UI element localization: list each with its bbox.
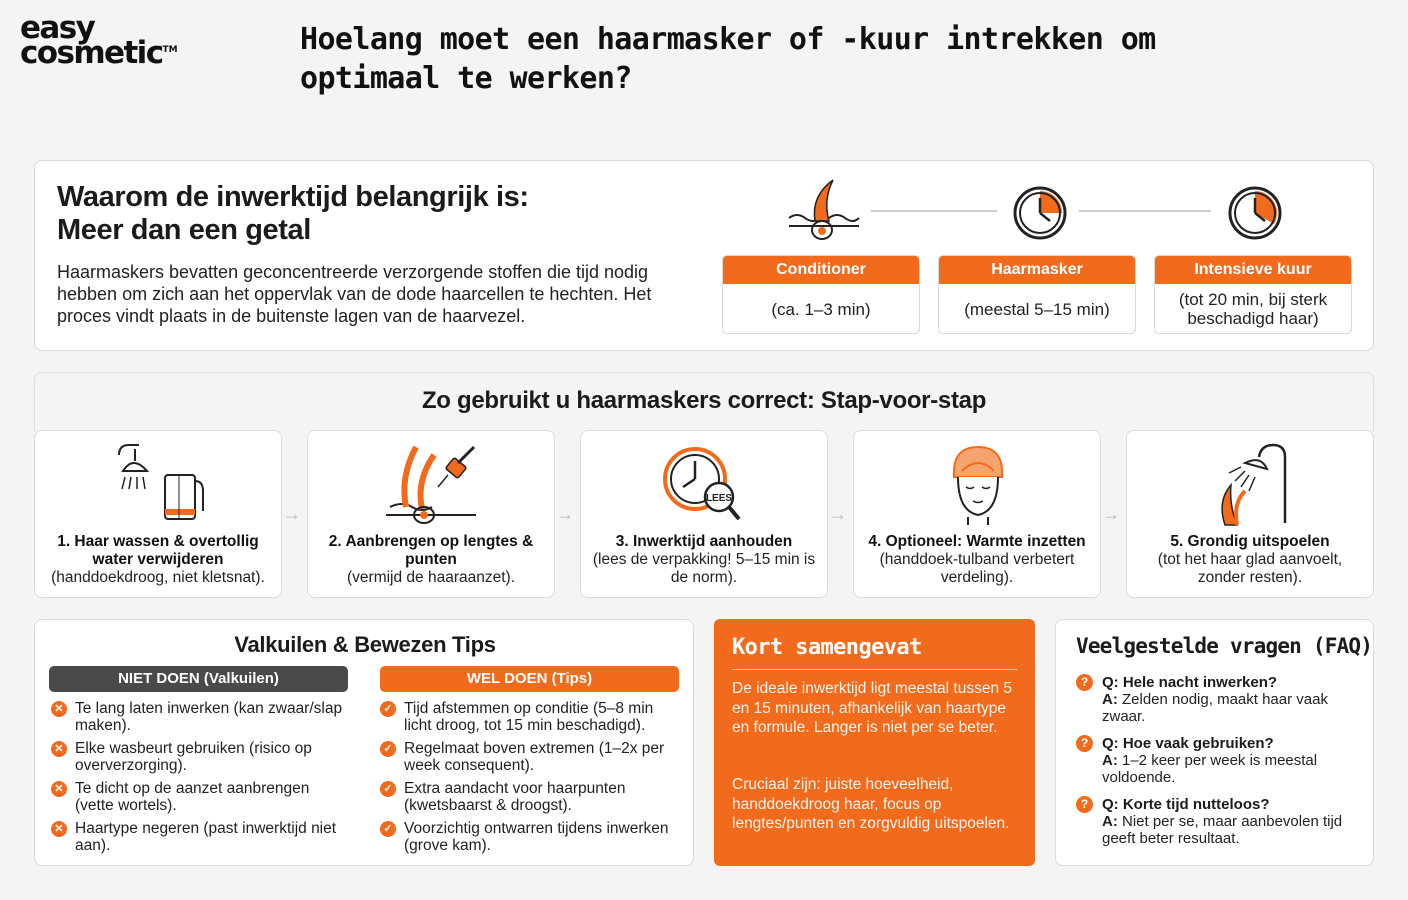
faq-answer-prefix: A: [1102, 752, 1118, 769]
list-item [51, 740, 351, 774]
faq-answer-text: 1–2 keer per week is meestal voldoende. [1102, 752, 1318, 786]
step-card-4 [853, 430, 1101, 598]
shower-towel-icon [109, 441, 209, 527]
list-item [380, 740, 680, 774]
faq-answer-text: Niet per se, maar aanbevolen tijd geeft beter resultaat. [1102, 813, 1343, 847]
step-title: 5. Grondig uitspoelen [1170, 533, 1330, 550]
faq-answer [1076, 813, 1366, 847]
dont-item-text: Elke wasbeurt gebruiken (risico op oververzorging). [75, 740, 312, 774]
step-arrow: → [1102, 504, 1120, 524]
step-title: 2. Aanbrengen op lengtes & punten [328, 533, 534, 568]
check-circle-icon: ✓ [380, 821, 396, 837]
list-item [380, 780, 680, 814]
x-circle-icon: ✕ [51, 741, 67, 757]
faq-question-text: Q: Hele nacht inwerken? [1102, 674, 1278, 691]
step-detail: (lees de verpakking! 5–15 min is de norm). [592, 551, 816, 586]
why-title-line1: Waarom de inwerktijd belangrijk is: [57, 181, 529, 213]
step-text [314, 533, 548, 587]
step-detail: (tot het haar glad aanvoelt, zonder resten). [1157, 551, 1343, 586]
why-title-line2: Meer dan een getal [57, 214, 311, 246]
check-circle-icon: ✓ [380, 701, 396, 717]
step-arrow: → [829, 504, 847, 524]
summary-paragraph-1: De ideale inwerktijd ligt meestal tussen 5 en 15 minuten, afhankelijk van haartype en formule. Langer is niet per se beter. [732, 680, 1012, 736]
summary-title: Kort samengevat [732, 635, 922, 660]
faq-answer-text: Zelden nodig, maakt haar vaak zwaar. [1102, 691, 1328, 725]
why-card [34, 160, 1374, 351]
do-list [380, 700, 680, 860]
brand-logo [20, 10, 178, 72]
dont-item-text: Te lang laten inwerken (kan zwaar/slap maken). [75, 700, 343, 734]
faq-item [1076, 674, 1366, 725]
step-card-1 [34, 430, 282, 598]
hair-brush-icon [382, 441, 482, 527]
summary-paragraph-2: Cruciaal zijn: juiste hoeveelheid, handdoekdroog haar, focus op lengtes/punten en zorgvuldig uitspoelen. [732, 776, 1010, 832]
step-text [1133, 533, 1367, 587]
step-card-3 [580, 430, 828, 598]
do-header: WEL DOEN (Tips) [380, 666, 679, 692]
step-text [860, 533, 1094, 587]
step-card-2 [307, 430, 555, 598]
faq-answer [1076, 691, 1366, 725]
step-card-5 [1126, 430, 1374, 598]
faq-card [1055, 619, 1374, 866]
hair-strand-icon [785, 176, 860, 246]
time-box-value: (tot 20 min, bij sterk beschadigd haar) [1178, 290, 1328, 328]
faq-question [1076, 735, 1366, 752]
why-text: Haarmaskers bevatten geconcentreerde verzorgende stoffen die tijd nodig hebben om zich aan het oppervlak van de dode haarcellen te hechten. Het proces vindt plaats in de buitenste lagen van de haarvezel. [57, 262, 652, 326]
time-box-value: (meestal 5–15 min) [964, 299, 1110, 319]
dont-list [51, 700, 351, 860]
summary-card [714, 619, 1035, 866]
check-circle-icon: ✓ [380, 741, 396, 757]
list-item [380, 820, 680, 854]
x-circle-icon: ✕ [51, 701, 67, 717]
faq-title: Veelgestelde vragen (FAQ) [1076, 634, 1373, 658]
faq-question-text: Q: Hoe vaak gebruiken? [1102, 735, 1274, 752]
clock-third-icon [1225, 183, 1285, 243]
towel-turban-icon [928, 441, 1028, 527]
time-box-label: Haarmasker [939, 256, 1135, 284]
shower-rinse-icon [1201, 441, 1301, 527]
x-circle-icon: ✕ [51, 821, 67, 837]
faq-item [1076, 796, 1366, 847]
step-title: 4. Optioneel: Warmte inzetten [868, 533, 1086, 550]
time-box-label: Conditioner [723, 256, 919, 284]
time-box-label: Intensieve kuur [1155, 256, 1351, 284]
logo-trademark: TM [162, 45, 178, 56]
clock-quarter-icon [1010, 183, 1070, 243]
faq-answer [1076, 752, 1366, 786]
why-title [57, 181, 529, 247]
check-circle-icon: ✓ [380, 781, 396, 797]
summary-divider [732, 669, 1017, 670]
steps-title: Zo gebruikt u haarmaskers correct: Stap-voor-stap [421, 387, 987, 414]
logo-line2: cosmetic [20, 35, 163, 72]
step-detail: (handdoekdroog, niet kletsnat). [51, 569, 265, 586]
step-title: 3. Inwerktijd aanhouden [615, 533, 793, 550]
timeline-line-1 [871, 210, 997, 212]
step-title: 1. Haar wassen & overtollig water verwijderen [57, 533, 259, 568]
list-item [51, 700, 351, 734]
faq-item [1076, 735, 1366, 786]
step-detail: (handdoek-tulband verbetert verdeling). [879, 551, 1075, 586]
do-item-text: Extra aandacht voor haarpunten (kwetsbaarst & droogst). [404, 780, 626, 814]
step-arrow: → [283, 504, 301, 524]
lees-badge-text: LEES [705, 493, 733, 504]
step-detail: (vermijd de haaraanzet). [347, 569, 515, 586]
time-box-conditioner [722, 255, 920, 334]
do-item-text: Voorzichtig ontwarren tijdens inwerken (grove kam). [404, 820, 669, 854]
faq-question [1076, 674, 1366, 691]
timeline-line-2 [1079, 210, 1211, 212]
pitfalls-title: Valkuilen & Bewezen Tips [234, 632, 496, 657]
dont-item-text: Haartype negeren (past inwerktijd niet aan). [75, 820, 337, 854]
clock-magnifier-icon [655, 441, 755, 527]
list-item [51, 780, 351, 814]
faq-answer-prefix: A: [1102, 691, 1118, 708]
dont-header: NIET DOEN (Valkuilen) [49, 666, 348, 692]
list-item [380, 700, 680, 734]
logo-line1: easy [20, 10, 95, 46]
faq-question-text: Q: Korte tijd nutteloos? [1102, 796, 1270, 813]
time-box-haarmasker [938, 255, 1136, 334]
step-arrow: → [556, 504, 574, 524]
time-box-intensieve-kuur [1154, 255, 1352, 334]
question-icon: ? [1076, 796, 1093, 813]
pitfalls-card [34, 619, 694, 866]
do-item-text: Tijd afstemmen op conditie (5–8 min licht droog, tot 15 min beschadigd). [404, 700, 654, 734]
time-box-value: (ca. 1–3 min) [771, 299, 871, 319]
step-text [587, 533, 821, 587]
question-icon: ? [1076, 674, 1093, 691]
question-icon: ? [1076, 735, 1093, 752]
step-text [41, 533, 275, 587]
faq-question [1076, 796, 1366, 813]
dont-item-text: Te dicht op de aanzet aanbrengen (vette wortels). [75, 780, 310, 814]
faq-answer-prefix: A: [1102, 813, 1118, 830]
x-circle-icon: ✕ [51, 781, 67, 797]
page-title: Hoelang moet een haarmasker of -kuur intrekken om optimaal te werken? [300, 22, 1156, 96]
do-item-text: Regelmaat boven extremen (1–2x per week consequent). [404, 740, 665, 774]
list-item [51, 820, 351, 854]
